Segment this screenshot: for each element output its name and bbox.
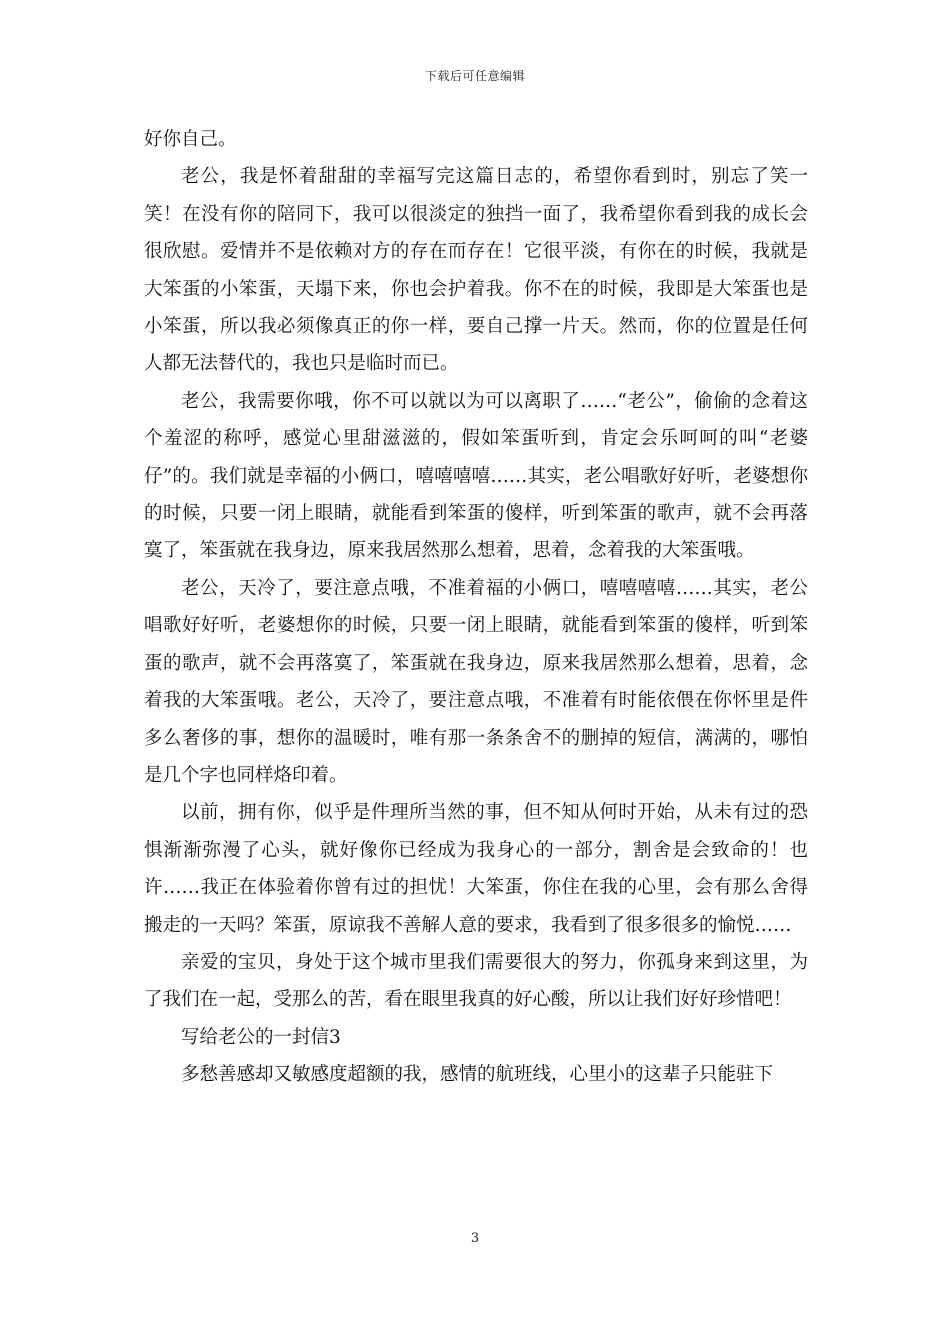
paragraph: 以前，拥有你，似乎是件理所当然的事，但不知从何时开始，从未有过的恐惧渐渐弥漫了心头，就好像你已经成为我身心的一部分，割舍是会致命的！也许……我正在体验着你曾有过的担忧！大笨蛋，你住在我的心里，会有那么舍得搬走的一天吗？笨蛋，原谅我不善解人意的要求，我看到了很多很多的愉悦…… (144, 802, 808, 936)
paragraph: 亲爱的宝贝，身处于这个城市里我们需要很大的努力，你孤身来到这里，为了我们在一起，受那么的苦，看在眼里我真的好心酸，所以让我们好好珍惜吧！ (144, 951, 808, 1011)
page-header: 下载后可任意编辑 (424, 69, 525, 83)
section-heading: 写给老公的一封信3 (181, 1026, 341, 1048)
paragraph: 多愁善感却又敏感度超额的我，感情的航班线，心里小的这辈子只能驻下 (181, 1064, 774, 1086)
paragraph: 老公，天冷了，要注意点哦，不准着福的小俩口，嘻嘻嘻嘻……其实，老公唱歌好好听，老婆想你的时候，只要一闭上眼睛，就能看到笨蛋的傻样，听到笨蛋的歌声，就不会再落寞了，笨蛋就在我身边，原来我居然那么想着，思着，念着我的大笨蛋哦。老公，天冷了，要注意点哦，不准着有时能依偎在你怀里是件多么奢侈的事，想你的温暖时，唯有那一条条舍不的删掉的短信，满满的，哪怕是几个字也同样烙印着。 (144, 577, 808, 786)
page-number: 3 (470, 1231, 480, 1246)
paragraph: 老公，我需要你哦，你不可以就以为可以离职了……“老公”，偷偷的念着这个羞涩的称呼，感觉心里甜滋滋的，假如笨蛋听到，肯定会乐呵呵的叫“老婆仔”的。我们就是幸福的小俩口，嘻嘻嘻嘻……其实，老公唱歌好好听，老婆想你的时候，只要一闭上眼睛，就能看到笨蛋的傻样，听到笨蛋的歌声，就不会再落寞了，笨蛋就在我身边，原来我居然那么想着，思着，念着我的大笨蛋哦。 (144, 390, 808, 562)
paragraph-continuation: 好你自己。 (144, 129, 237, 150)
document-body (144, 121, 808, 1094)
paragraph: 老公，我是怀着甜甜的幸福写完这篇日志的，希望你看到时，别忘了笑一笑！在没有你的陪同下，我可以很淡定的独挡一面了，我希望你看到我的成长会很欣慰。爱情并不是依赖对方的存在而存在！它很平淡，有你在的时候，我就是大笨蛋的小笨蛋，天塌下来，你也会护着我。你不在的时候，我即是大笨蛋也是小笨蛋，所以我必须像真正的你一样，要自己撑一片天。然而，你的位置是任何人都无法替代的，我也只是临时而已。 (144, 166, 808, 375)
